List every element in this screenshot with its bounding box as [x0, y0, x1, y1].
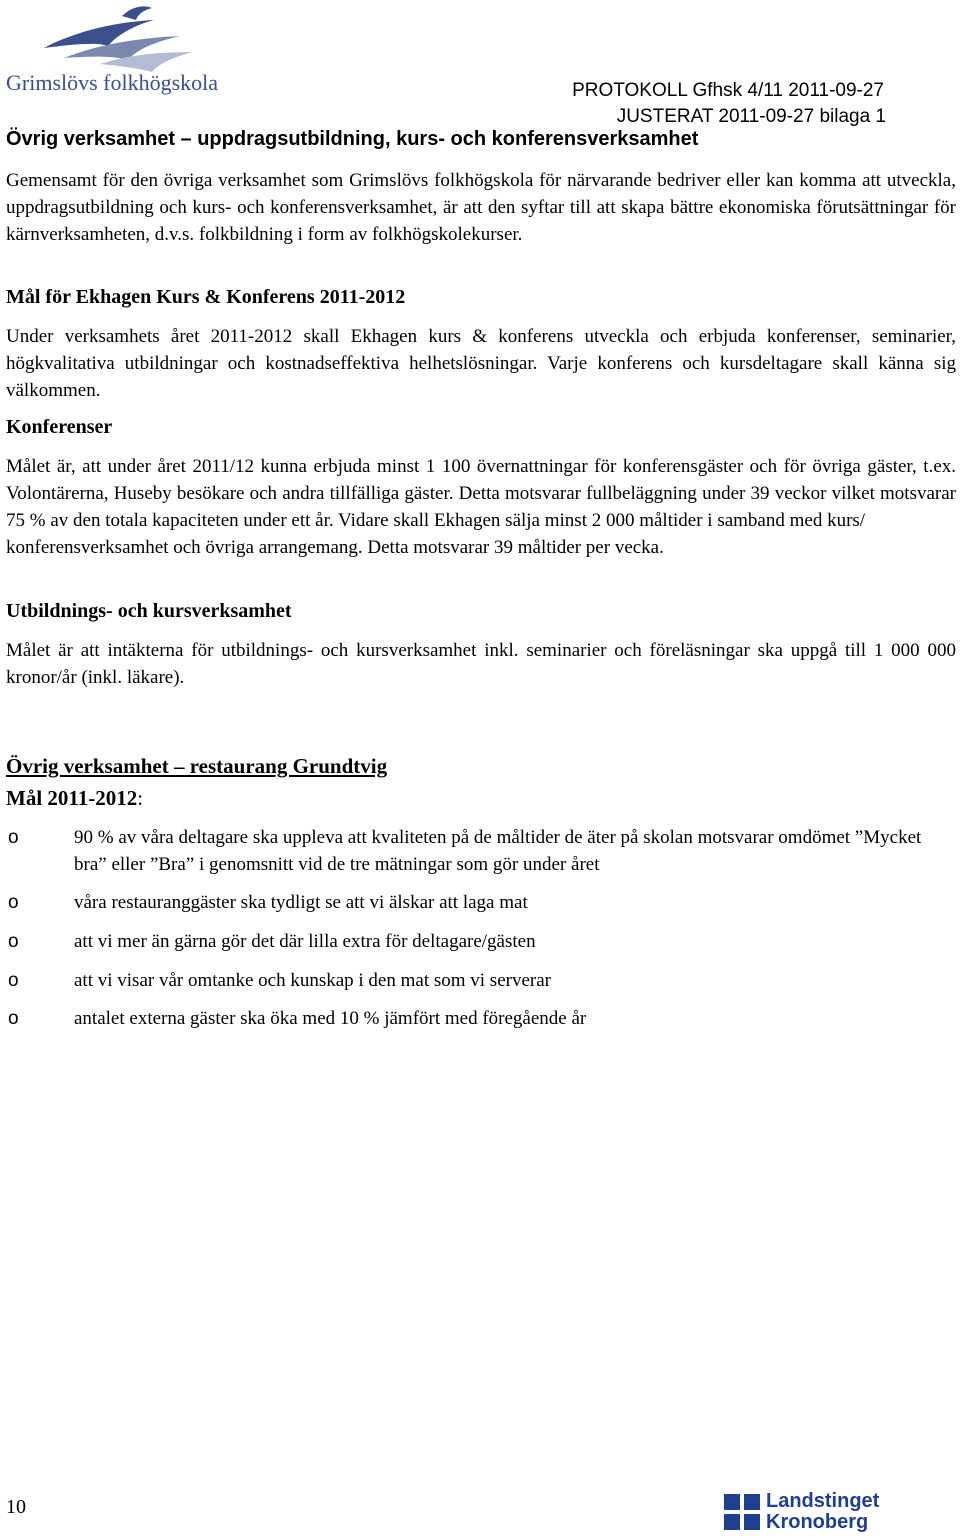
mal-ekhagen-text: Under verksamhets året 2011-2012 skall Ekhagen kurs & konferens utveckla och erbjuda konferenser, seminarier, högkvalitativa utbildningar och kostnadseffektiva helhetslösningar. Varje konferens och kursdeltagare skall känna sig välkommen. [6, 326, 956, 401]
bullet-icon: o [8, 970, 19, 991]
landstinget-mark-icon [722, 1490, 762, 1534]
goal-text: att vi visar vår omtanke och kunskap i den mat som vi serverar [74, 970, 551, 991]
section2-title: Övrig verksamhet – restaurang Grundtvig [6, 754, 388, 778]
goal-text: våra restauranggäster ska tydligt se att vi älskar att laga mat [74, 892, 528, 913]
konferenser-text-1: Målet är, att under året 2011/12 kunna erbjuda minst 1 100 övernattningar för konferensgäster och för övriga gäster, t.ex. Volontärerna, Huseby besökare och andra tillfälliga gäster. Detta motsvarar fullbeläggning under 39 veckor vilket motsvarar 75 % av den totala kapaciteten under ett år. Vidare skall Ekhagen sälja minst 2 000 måltider i samband med kurs/ [6, 456, 956, 531]
goal-text: antalet externa gäster ska öka med 10 % jämfört med föregående år [74, 1008, 587, 1029]
landstinget-wordmark [766, 1491, 879, 1533]
konferenser-paragraph [6, 453, 956, 561]
utbildning-text: Målet är att intäkterna för utbildnings- och kursverksamhet inkl. seminarier och föreläsningar ska uppgå till 1 000 000 kronor/år (inkl. läkare). [6, 640, 956, 688]
intro-text: Gemensamt för den övriga verksamhet som Grimslövs folkhögskola för närvarande bedriver eller kan komma att utveckla, uppdragsutbildning och kurs- och konferensverksamhet, är att den syftar till att skapa bättre ekonomiska förutsättningar för kärnverksamheten, d.v.s. folkbildning i form av folkhögskolekurser. [6, 170, 956, 245]
goal-text: att vi mer än gärna gör det där lilla extra för deltagare/gästen [74, 931, 536, 952]
mal-2011-label: Mål 2011-2012 [6, 786, 138, 810]
bullet-icon: o [8, 931, 19, 952]
protocol-header [572, 78, 884, 130]
page-number: 10 [6, 1496, 26, 1518]
section1-title: Övrig verksamhet – uppdragsutbildning, kurs- och konferensverksamhet [6, 128, 699, 150]
intro-paragraph [6, 167, 956, 248]
bullet-icon: o [8, 1008, 19, 1029]
logo-wordmark: Grimslövs folkhögskola [6, 70, 219, 95]
utbildning-paragraph [6, 637, 956, 691]
bullet-icon: o [8, 827, 19, 848]
justerat-label: JUSTERAT 2011-09-27 bilaga 1 [616, 106, 886, 127]
landstinget-line1: Landstinget [766, 1490, 880, 1512]
whale-logo-icon [4, 2, 236, 98]
grimslov-logo [4, 2, 236, 98]
utbildning-heading: Utbildnings- och kursverksamhet [6, 600, 292, 622]
konferenser-heading: Konferenser [6, 416, 113, 438]
mal-ekhagen-heading: Mål för Ekhagen Kurs & Konferens 2011-2012 [6, 286, 406, 308]
konferenser-text-2: konferensverksamhet och övriga arrangemang. Detta motsvarar 39 måltider per vecka. [6, 537, 664, 558]
landstinget-line2: Kronoberg [766, 1511, 869, 1533]
bullet-icon: o [8, 892, 19, 913]
protocol-label: PROTOKOLL Gfhsk 4/11 2011-09-27 [572, 80, 884, 101]
mal-2011-heading [6, 786, 143, 811]
goal-text: 90 % av våra deltagare ska uppleva att kvaliteten på de måltider de äter på skolan motsvarar omdömet ”Mycket bra” eller ”Bra” i genomsnitt vid de tre mätningar som gör under året [74, 827, 922, 875]
mal-2011-colon: : [137, 786, 144, 810]
mal-ekhagen-paragraph [6, 323, 956, 404]
